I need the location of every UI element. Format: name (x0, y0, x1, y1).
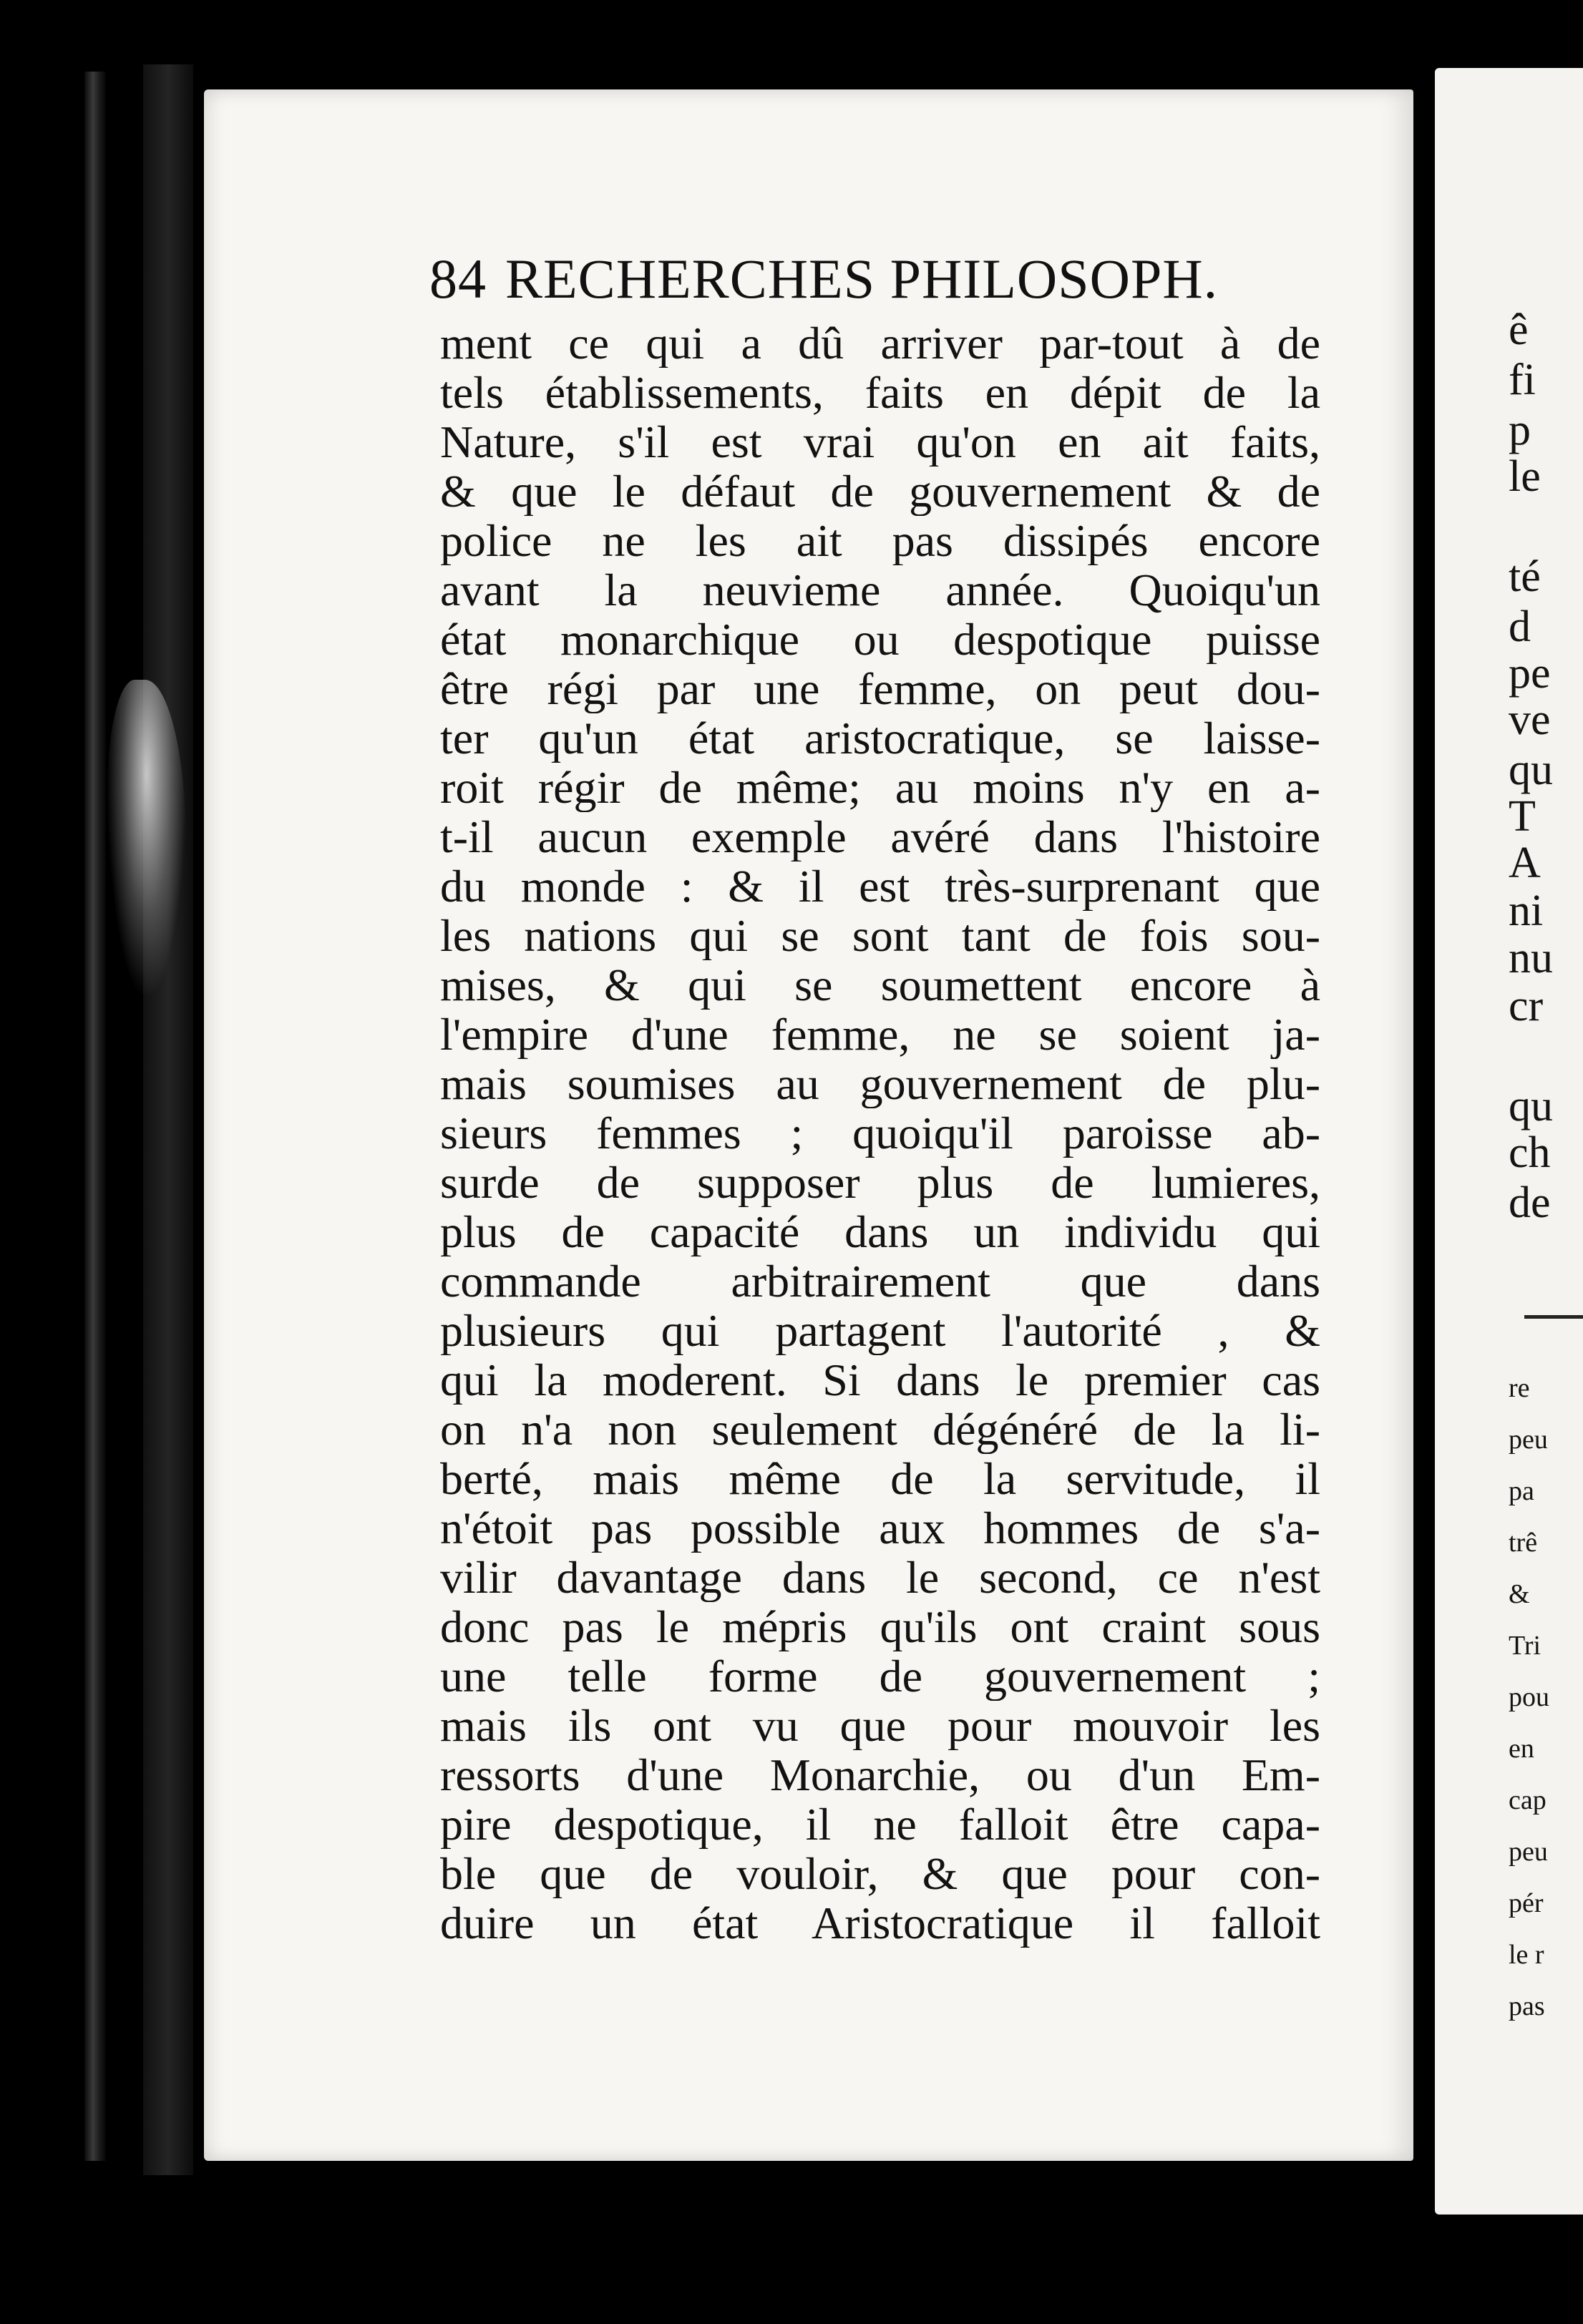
footnote-fragment: cap (1509, 1785, 1547, 1815)
right-page-fragment: qu (1509, 746, 1553, 794)
text-line: plusieurs qui partagent l'autorité , & (440, 1306, 1320, 1355)
text-line: les nations qui se sont tant de fois sou- (440, 911, 1320, 960)
footnote-rule (1524, 1315, 1583, 1319)
binding-edge (84, 72, 106, 2161)
text-line: vilir davantage dans le second, ce n'est (440, 1553, 1320, 1602)
text-line: avant la neuvieme année. Quoiqu'un (440, 565, 1320, 615)
text-line: duire un état Aristocratique il falloit (440, 1898, 1320, 1948)
text-line: une telle forme de gouvernement ; (440, 1651, 1320, 1701)
text-line: donc pas le mépris qu'ils ont craint sous (440, 1602, 1320, 1651)
right-page-fragment: pe (1509, 649, 1551, 698)
right-page-fragment: le (1509, 452, 1541, 501)
text-line: police ne les ait pas dissipés encore (440, 516, 1320, 565)
text-line: plus de capacité dans un individu qui (440, 1207, 1320, 1256)
text-line: mais soumises au gouvernement de plu- (440, 1059, 1320, 1108)
text-line: ble que de vouloir, & que pour con- (440, 1849, 1320, 1898)
right-page-fragment: ni (1509, 887, 1544, 935)
text-line: t-il aucun exemple avéré dans l'histoire (440, 812, 1320, 861)
footnote-fragment: peu (1509, 1837, 1548, 1867)
right-page-fragment: cr (1509, 982, 1544, 1030)
right-page-fragment: d (1509, 602, 1531, 651)
right-page-fragment: A (1509, 839, 1541, 887)
text-line: surde de supposer plus de lumieres, (440, 1158, 1320, 1207)
text-line: être régi par une femme, on peut dou- (440, 664, 1320, 713)
text-line: n'étoit pas possible aux hommes de s'a- (440, 1503, 1320, 1553)
footnote-fragment: pou (1509, 1682, 1549, 1712)
text-line: & que le défaut de gouvernement & de (440, 467, 1320, 516)
body-text (440, 318, 1320, 1948)
right-page-fragment: p (1509, 406, 1531, 454)
footnote-fragment: trê (1509, 1528, 1538, 1558)
right-page-fragment: fi (1509, 356, 1536, 404)
footnote-fragment: en (1509, 1734, 1534, 1764)
text-line: état monarchique ou despotique puisse (440, 615, 1320, 664)
running-title: RECHERCHES PHILOSOPH. (505, 248, 1219, 310)
footnote-fragment: le r (1509, 1940, 1544, 1970)
footnote-fragment: peu (1509, 1425, 1548, 1455)
right-page-fragment: ch (1509, 1128, 1551, 1177)
footnote-fragment: pa (1509, 1476, 1534, 1506)
text-line: mais ils ont vu que pour mouvoir les (440, 1701, 1320, 1750)
footnote-fragment: pas (1509, 1991, 1545, 2021)
text-line: roit régir de même; au moins n'y en a- (440, 763, 1320, 812)
text-line: Nature, s'il est vrai qu'on en ait faits, (440, 417, 1320, 467)
footnote-fragment: & (1509, 1579, 1530, 1609)
right-page-fragment: té (1509, 552, 1541, 601)
text-line: mises, & qui se soumettent encore à (440, 960, 1320, 1010)
right-page-fragment: nu (1509, 934, 1553, 982)
footnote-fragment: pér (1509, 1888, 1544, 1918)
text-line: on n'a non seulement dégénéré de la li- (440, 1405, 1320, 1454)
right-page-fragment: de (1509, 1178, 1551, 1227)
text-line: berté, mais même de la servitude, il (440, 1454, 1320, 1503)
binding-shadow (143, 64, 193, 2175)
text-line: ter qu'un état aristocratique, se laisse- (440, 713, 1320, 763)
text-line: commande arbitrairement que dans (440, 1256, 1320, 1306)
right-page-fragment: ê (1509, 306, 1529, 354)
text-line: sieurs femmes ; quoiqu'il paroisse ab- (440, 1108, 1320, 1158)
running-header (429, 240, 1310, 318)
page-gutter (1413, 68, 1435, 2186)
footnote-fragment: Tri (1509, 1631, 1541, 1661)
text-line: ment ce qui a dû arriver par-tout à de (440, 318, 1320, 368)
text-line: du monde : & il est très-surprenant que (440, 861, 1320, 911)
text-line: pire despotique, il ne falloit être capa- (440, 1800, 1320, 1849)
text-line: tels établissements, faits en dépit de la (440, 368, 1320, 417)
right-page-fragment: qu (1509, 1082, 1553, 1131)
right-page-fragment: ve (1509, 695, 1551, 744)
text-line: ressorts d'une Monarchie, ou d'un Em- (440, 1750, 1320, 1800)
page-number: 84 (429, 248, 487, 310)
footnote-fragment: re (1509, 1373, 1530, 1403)
right-page-fragment: T (1509, 792, 1536, 841)
text-line: qui la moderent. Si dans le premier cas (440, 1355, 1320, 1405)
text-line: l'empire d'une femme, ne se soient ja- (440, 1010, 1320, 1059)
